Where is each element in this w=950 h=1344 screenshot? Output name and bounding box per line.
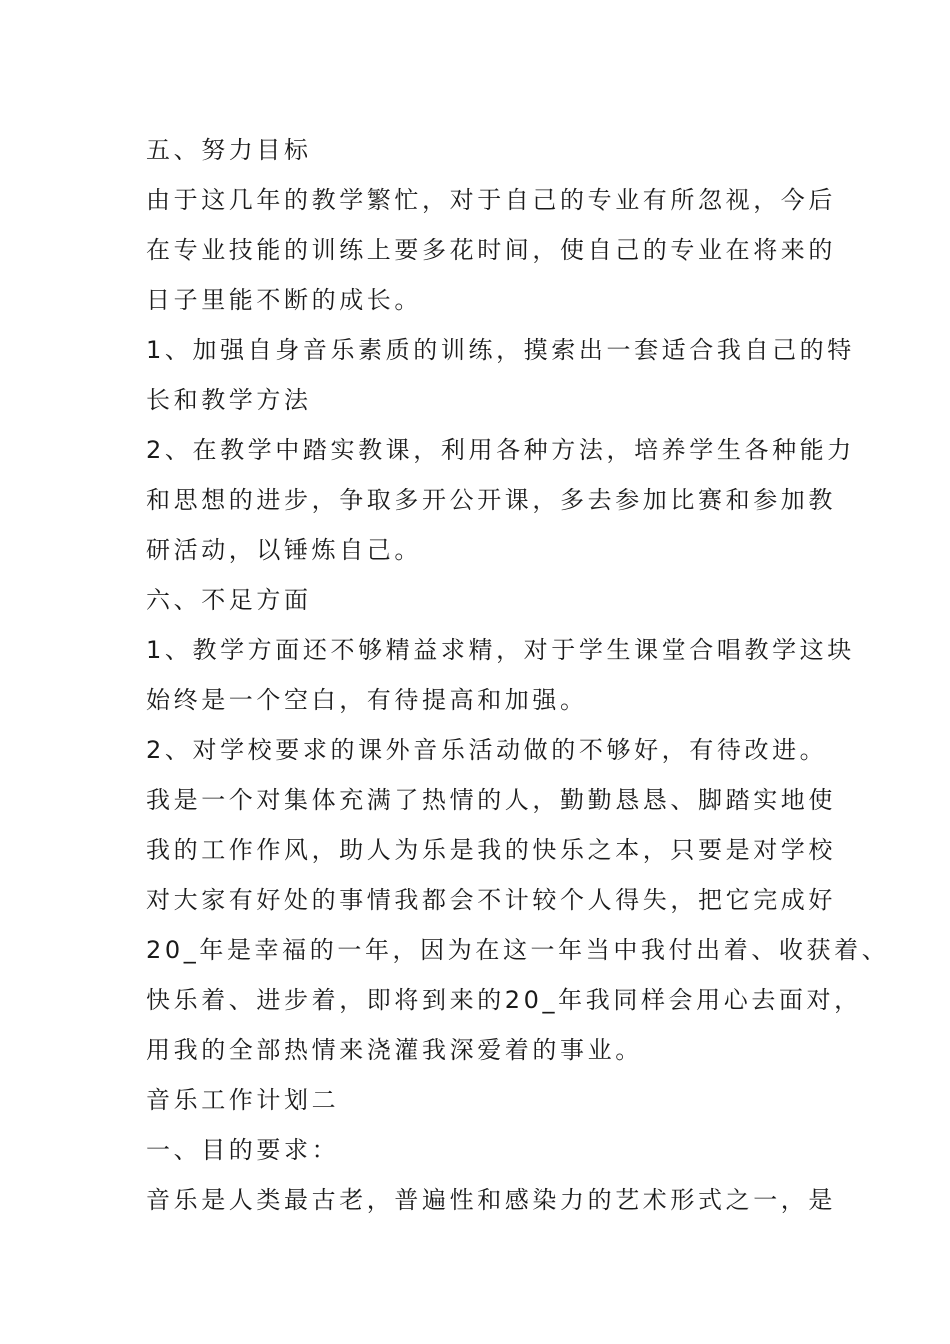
- paragraph-line: 我的工作作风，助人为乐是我的快乐之本，只要是对学校: [146, 836, 836, 864]
- paragraph-line: 在专业技能的训练上要多花时间，使自己的专业在将来的: [146, 236, 836, 264]
- plan-title: 音乐工作计划二: [146, 1086, 340, 1114]
- section-heading-goals: 五、努力目标: [146, 136, 312, 164]
- list-item-line: 长和教学方法: [146, 386, 312, 414]
- list-item-line: 2、对学校要求的课外音乐活动做的不够好，有待改进。: [146, 736, 828, 764]
- list-item-line: 研活动，以锤炼自己。: [146, 536, 422, 564]
- list-item-line: 1、加强自身音乐素质的训练，摸索出一套适合我自己的特: [146, 336, 855, 364]
- list-item-line: 和思想的进步，争取多开公开课，多去参加比赛和参加教: [146, 486, 836, 514]
- paragraph-line: 我是一个对集体充满了热情的人，勤勤恳恳、脚踏实地使: [146, 786, 836, 814]
- list-item-line: 1、教学方面还不够精益求精，对于学生课堂合唱教学这块: [146, 636, 855, 664]
- paragraph-line: 用我的全部热情来浇灌我深爱着的事业。: [146, 1036, 643, 1064]
- paragraph-line: 20_年是幸福的一年，因为在这一年当中我付出着、收获着、: [146, 936, 890, 964]
- list-item-line: 始终是一个空白，有待提高和加强。: [146, 686, 588, 714]
- paragraph-line: 快乐着、进步着，即将到来的20_年我同样会用心去面对，: [146, 986, 862, 1014]
- paragraph-line: 由于这几年的教学繁忙，对于自己的专业有所忽视，今后: [146, 186, 836, 214]
- list-item-line: 2、在教学中踏实教课，利用各种方法，培养学生各种能力: [146, 436, 855, 464]
- paragraph-line: 对大家有好处的事情我都会不计较个人得失，把它完成好: [146, 886, 836, 914]
- section-heading-objectives: 一、目的要求：: [146, 1136, 340, 1164]
- paragraph-line: 音乐是人类最古老，普遍性和感染力的艺术形式之一，是: [146, 1186, 836, 1214]
- section-heading-shortcomings: 六、不足方面: [146, 586, 312, 614]
- paragraph-line: 日子里能不断的成长。: [146, 286, 422, 314]
